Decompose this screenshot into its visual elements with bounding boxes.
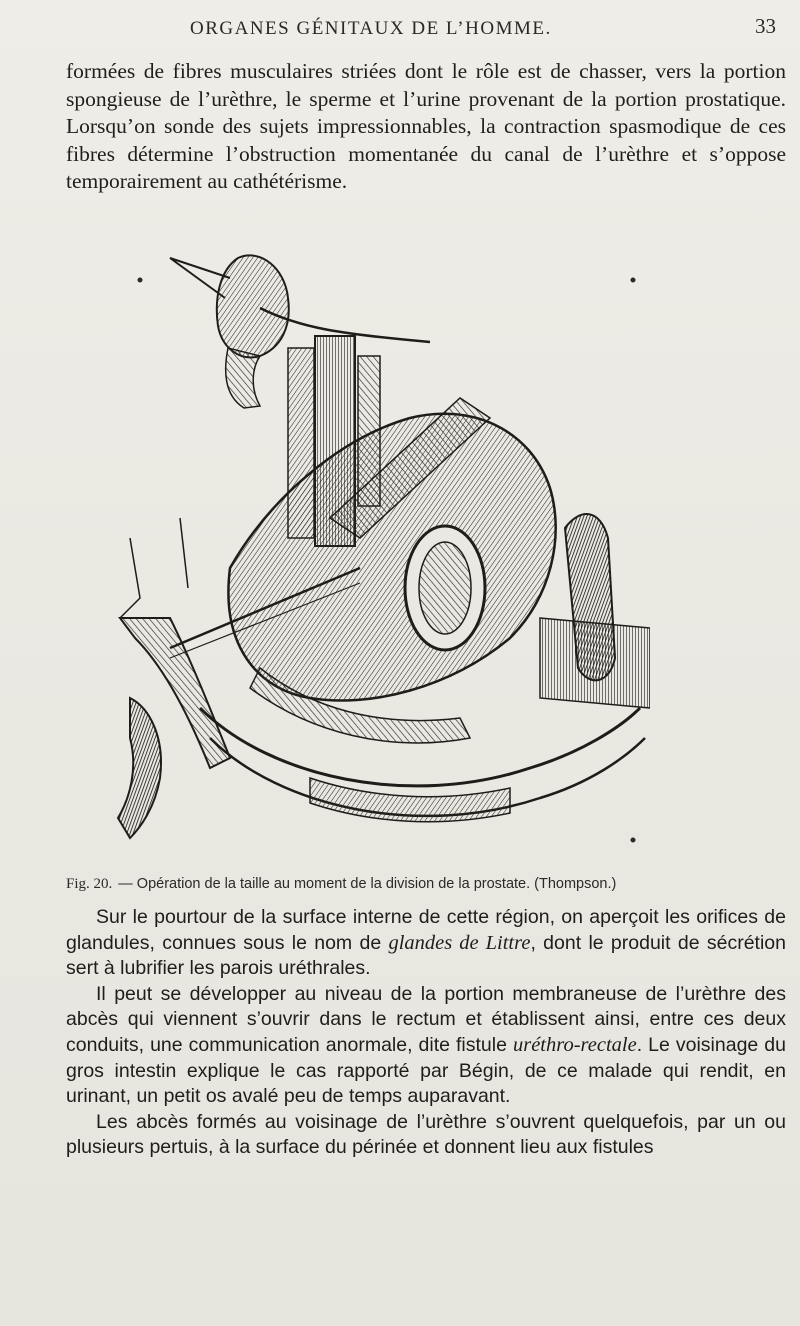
figure-label: Fig. 20. [66, 876, 113, 892]
term-glandes-de-littre: glandes de Littre [388, 931, 531, 954]
body-text [66, 905, 786, 1161]
paragraph-fistule-text-2: . Le voisinage du gros intestin explique le cas rapporté par Bégin, de ce malade qui rendit, en urinant, un petit os avalé peu de temps auparavant. [66, 1033, 786, 1108]
term-urethro-rectale: uréthro-rectale [512, 1033, 637, 1056]
page-number: 33 [755, 14, 776, 38]
hand-shape [217, 255, 289, 357]
running-head: ORGANES GÉNITAUX DE L’HOMME. [190, 18, 552, 39]
figure-caption [66, 876, 786, 893]
engraving-illustration [110, 238, 650, 858]
figure-caption-text: — Opération de la taille au moment de la division de la prostate. (Thompson.) [118, 876, 617, 892]
paragraph-littre-text-2: , dont le produit de sécrétion sert à lubrifier les parois uréthrales. [66, 931, 786, 980]
anatomical-engraving [110, 238, 650, 858]
paragraph-abces: Les abcès formés au voisinage de l’urèthre s’ouvrent quelquefois, par un ou plusieurs pertuis, à la surface du périnée et donnent lieu aux fistules [66, 1110, 786, 1159]
paragraph-littre-text-1: Sur le pourtour de la surface interne de cette région, on aperçoit les orifices de glandules, connues sous le nom de [66, 906, 786, 954]
top-paragraph: formées de fibres musculaires striées dont le rôle est de chasser, vers la portion spongieuse de l’urèthre, le sperme et l’urine provenant de la portion prostatique. Lorsqu’on sonde des sujets impressionnables, la contraction spasmodique de ces fibres détermine l’obstruction momentanée du canal de l’urèthre et s’oppose temporairement au cathétérisme. [66, 59, 786, 193]
bladder-region [228, 414, 555, 701]
paragraph-littre [66, 905, 786, 982]
paragraph-fistule-text-1: Il peut se développer au niveau de la portion membraneuse de l’urèthre des abcès qui viennent s’ouvrir dans le rectum et établissent ainsi, entre ces deux conduits, une communication anormale, dite fistule [66, 982, 786, 1056]
paragraph-fistule [66, 982, 786, 1110]
